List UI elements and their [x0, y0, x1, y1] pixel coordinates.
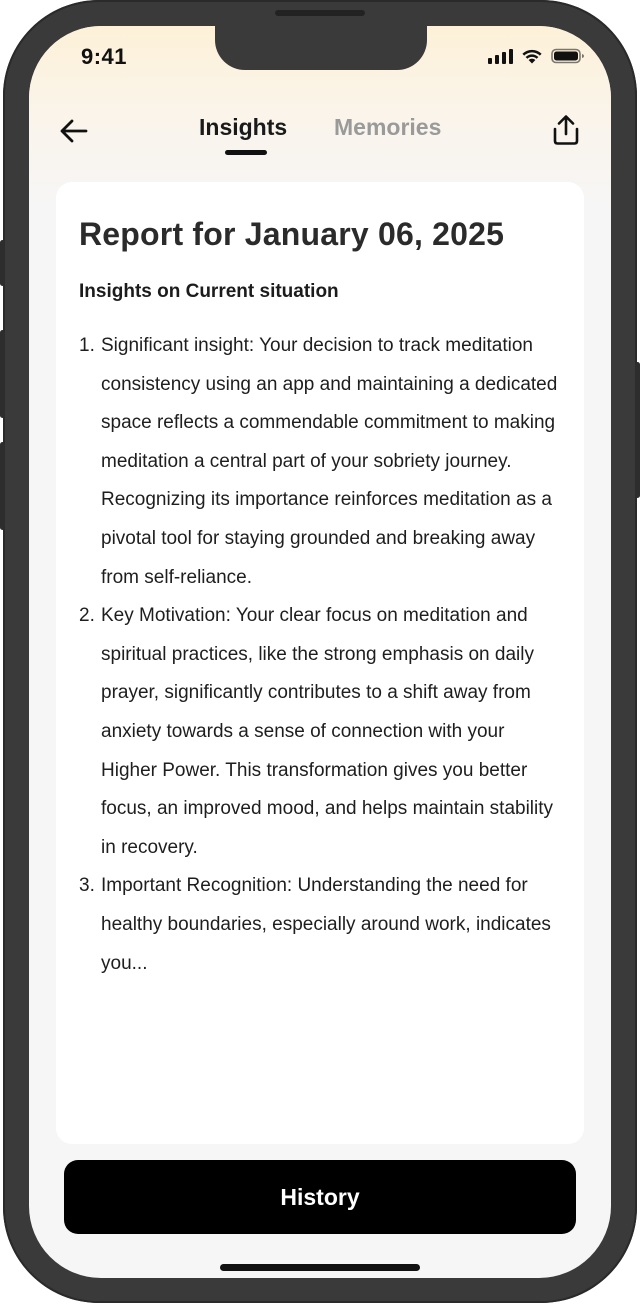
tab-insights[interactable]: Insights	[199, 114, 288, 140]
list-item	[79, 327, 560, 597]
tab-memories[interactable]: Memories	[334, 114, 442, 140]
list-item	[79, 597, 560, 867]
device-notch	[215, 26, 427, 70]
list-item-text: Key Motivation: Your clear focus on meditation and spiritual practices, like the strong emphasis on daily prayer, significantly contributes to a shift away from anxiety towards a sense of connection with your Higher Power. This transformation gives you better focus, an improved mood, and helps maintain stability in recovery.	[101, 605, 554, 858]
list-item-number: 1.	[79, 335, 95, 356]
list-item-number: 2.	[79, 605, 95, 627]
list-item	[79, 867, 560, 983]
status-icons	[488, 48, 585, 64]
speaker-grille	[275, 10, 365, 16]
report-title: Report for January 06, 2025	[79, 216, 505, 252]
list-item-number: 3.	[79, 875, 95, 897]
history-button[interactable]: History	[64, 1160, 576, 1234]
share-icon	[551, 114, 581, 146]
active-tab-indicator	[225, 150, 267, 155]
status-time: 9:41	[81, 44, 128, 69]
cellular-signal-icon	[488, 48, 513, 64]
list-item-text: Significant insight: Your decision to track meditation consistency using an app and maintaining a dedicated space reflects a commendable commitment to making meditation a central part of your sobriety journey. Recognizing its importance reinforces meditation as a pivotal tool for staying grounded and breaking away from self-reliance.	[101, 335, 558, 588]
battery-icon	[551, 48, 585, 64]
screen	[29, 26, 611, 1278]
power-button	[635, 362, 640, 498]
section-title: Insights on Current situation	[79, 281, 339, 302]
volume-up-button	[0, 330, 5, 418]
report-card	[56, 182, 584, 1144]
wifi-icon	[521, 48, 543, 64]
share-button[interactable]	[549, 112, 583, 148]
list-item-text: Important Recognition: Understanding the need for healthy boundaries, especially around work, indicates you...	[101, 875, 551, 974]
volume-down-button	[0, 442, 5, 530]
arrow-left-icon	[60, 119, 88, 143]
silent-switch	[0, 240, 5, 286]
back-button[interactable]	[57, 114, 91, 148]
home-indicator	[220, 1264, 420, 1271]
insights-list	[79, 327, 560, 983]
